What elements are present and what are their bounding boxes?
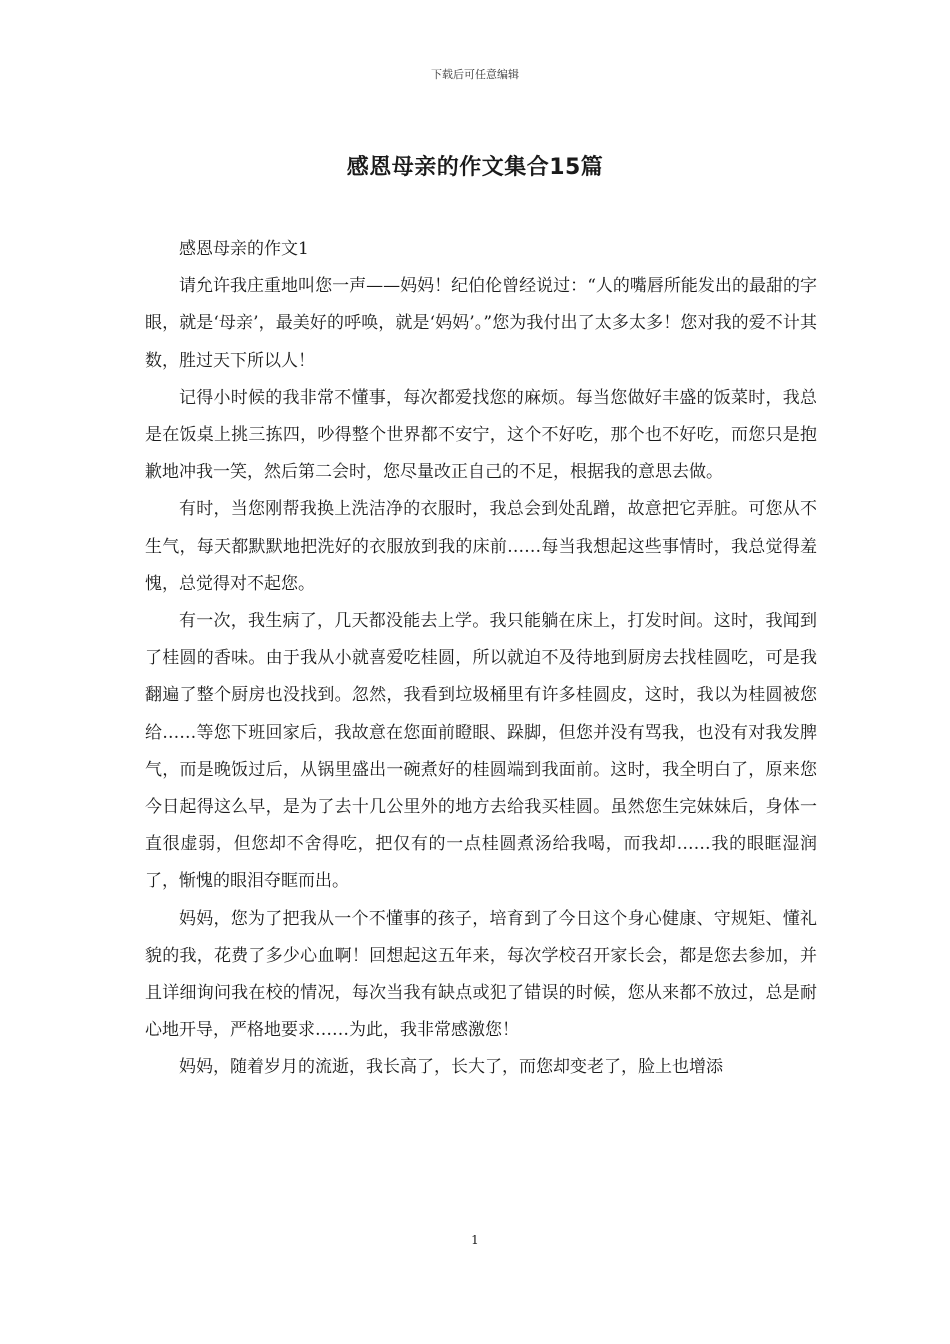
paragraph: 有一次，我生病了，几天都没能去上学。我只能躺在床上，打发时间。这时，我闻到了桂圆的香味。由于我从小就喜爱吃桂圆，所以就迫不及待地到厨房去找桂圆吃，可是我翻遍了整个厨房也没找到。忽然，我看到垃圾桶里有许多桂圆皮，这时，我以为桂圆被您给……等您下班回家后，我故意在您面前瞪眼、跺脚，但您并没有骂我，也没有对我发脾气，而是晚饭过后，从锅里盛出一碗煮好的桂圆端到我面前。这时，我全明白了，原来您今日起得这么早，是为了去十几公里外的地方去给我买桂圆。虽然您生完妹妹后，身体一直很虚弱，但您却不舍得吃，把仅有的一点桂圆煮汤给我喝，而我却……我的眼眶湿润了，惭愧的眼泪夺眶而出。 (145, 611, 817, 892)
page-number: 1 (471, 1233, 479, 1247)
paragraph: 妈妈，随着岁月的流逝，我长高了，长大了，而您却变老了，脸上也增添 (179, 1057, 723, 1078)
paragraph: 妈妈，您为了把我从一个不懂事的孩子，培育到了今日这个身心健康、守规矩、懂礼貌的我，花费了多少心血啊！回想起这五年来，每次学校召开家长会，都是您去参加，并且详细询问我在校的情况，每次当我有缺点或犯了错误的时候，您从来都不放过，总是耐心地开导，严格地要求……为此，我非常感激您！ (145, 908, 817, 1041)
page-header-note: 下载后可任意编辑 (431, 68, 519, 81)
paragraph: 请允许我庄重地叫您一声——妈妈！纪伯伦曾经说过：“人的嘴唇所能发出的最甜的字眼，就是‘母亲’，最美好的呼唤，就是‘妈妈’。”您为我付出了太多太多！您对我的爱不计其数，胜过天下所以人！ (145, 276, 817, 371)
paragraph: 有时，当您刚帮我换上洗洁净的衣服时，我总会到处乱蹭，故意把它弄脏。可您从不生气，每天都默默地把洗好的衣服放到我的床前……每当我想起这些事情时，我总觉得羞愧，总觉得对不起您。 (145, 499, 817, 594)
document-body (145, 231, 817, 1087)
section-heading: 感恩母亲的作文1 (179, 239, 309, 259)
paragraph: 记得小时候的我非常不懂事，每次都爱找您的麻烦。每当您做好丰盛的饭菜时，我总是在饭桌上挑三拣四，吵得整个世界都不安宁，这个不好吃，那个也不好吃，而您只是抱歉地冲我一笑，然后第二会时，您尽量改正自己的不足，根据我的意思去做。 (145, 387, 817, 483)
document-title: 感恩母亲的作文集合15篇 (346, 155, 604, 180)
